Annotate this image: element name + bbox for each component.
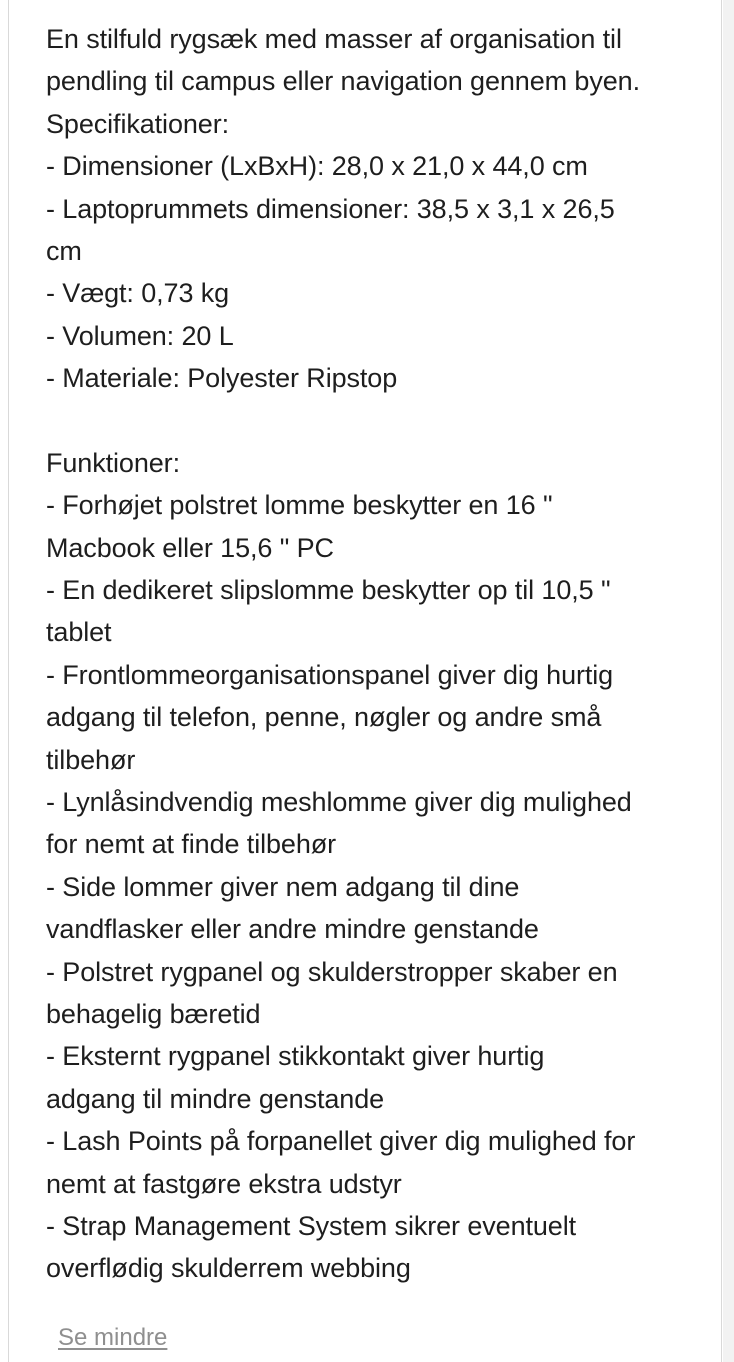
product-description [46, 18, 718, 1290]
feature-line: behagelig bæretid [46, 998, 261, 1029]
page-edge [723, 0, 734, 1362]
feature-line: - Lynlåsindvendig meshlomme giver dig mulighed [46, 787, 632, 818]
feature-line: - Lash Points på forpanellet giver dig mulighed for [46, 1126, 636, 1157]
feature-line: for nemt at finde tilbehør [46, 829, 337, 860]
spec-line: - Materiale: Polyester Ripstop [46, 363, 398, 394]
feature-line: Macbook eller 15,6 " PC [46, 532, 334, 563]
intro-line: En stilfuld rygsæk med masser af organisation til [46, 24, 622, 54]
feature-line: - En dedikeret slipslomme beskytter op til 10,5 " [46, 575, 611, 606]
feature-line: - Frontlommeorganisationspanel giver dig hurtig [46, 659, 614, 690]
see-less-link[interactable]: Se mindre [58, 1324, 168, 1351]
feature-line: vandflasker eller andre mindre genstande [46, 914, 539, 945]
feature-line: - Strap Management System sikrer eventuelt [46, 1210, 577, 1241]
intro-line: pendling til campus eller navigation gennem byen. [46, 66, 640, 97]
feature-line: adgang til mindre genstande [46, 1083, 385, 1114]
feature-line: - Eksternt rygpanel stikkontakt giver hurtig [46, 1041, 545, 1072]
feature-line: - Polstret rygpanel og skulderstropper skaber en [46, 956, 618, 987]
feature-line: tilbehør [46, 744, 136, 775]
paragraph-gap [46, 400, 718, 442]
specs-heading: Specifikationer: [46, 108, 229, 139]
feature-line: tablet [46, 617, 112, 648]
spec-line: cm [46, 235, 82, 266]
feature-line: - Side lommer giver nem adgang til dine [46, 871, 520, 902]
feature-line: overflødig skulderrem webbing [46, 1253, 411, 1284]
spec-line: - Volumen: 20 L [46, 320, 234, 351]
spec-line: - Vægt: 0,73 kg [46, 278, 230, 309]
feature-line: - Forhøjet polstret lomme beskytter en 16 " [46, 490, 553, 521]
spec-line: - Laptoprummets dimensioner: 38,5 x 3,1 x 26,5 [46, 193, 615, 224]
feature-line: nemt at fastgøre ekstra udstyr [46, 1168, 402, 1199]
features-heading: Funktioner: [46, 447, 180, 478]
spec-line: - Dimensioner (LxBxH): 28,0 x 21,0 x 44,0 cm [46, 151, 588, 182]
feature-line: adgang til telefon, penne, nøgler og andre små [46, 702, 602, 733]
